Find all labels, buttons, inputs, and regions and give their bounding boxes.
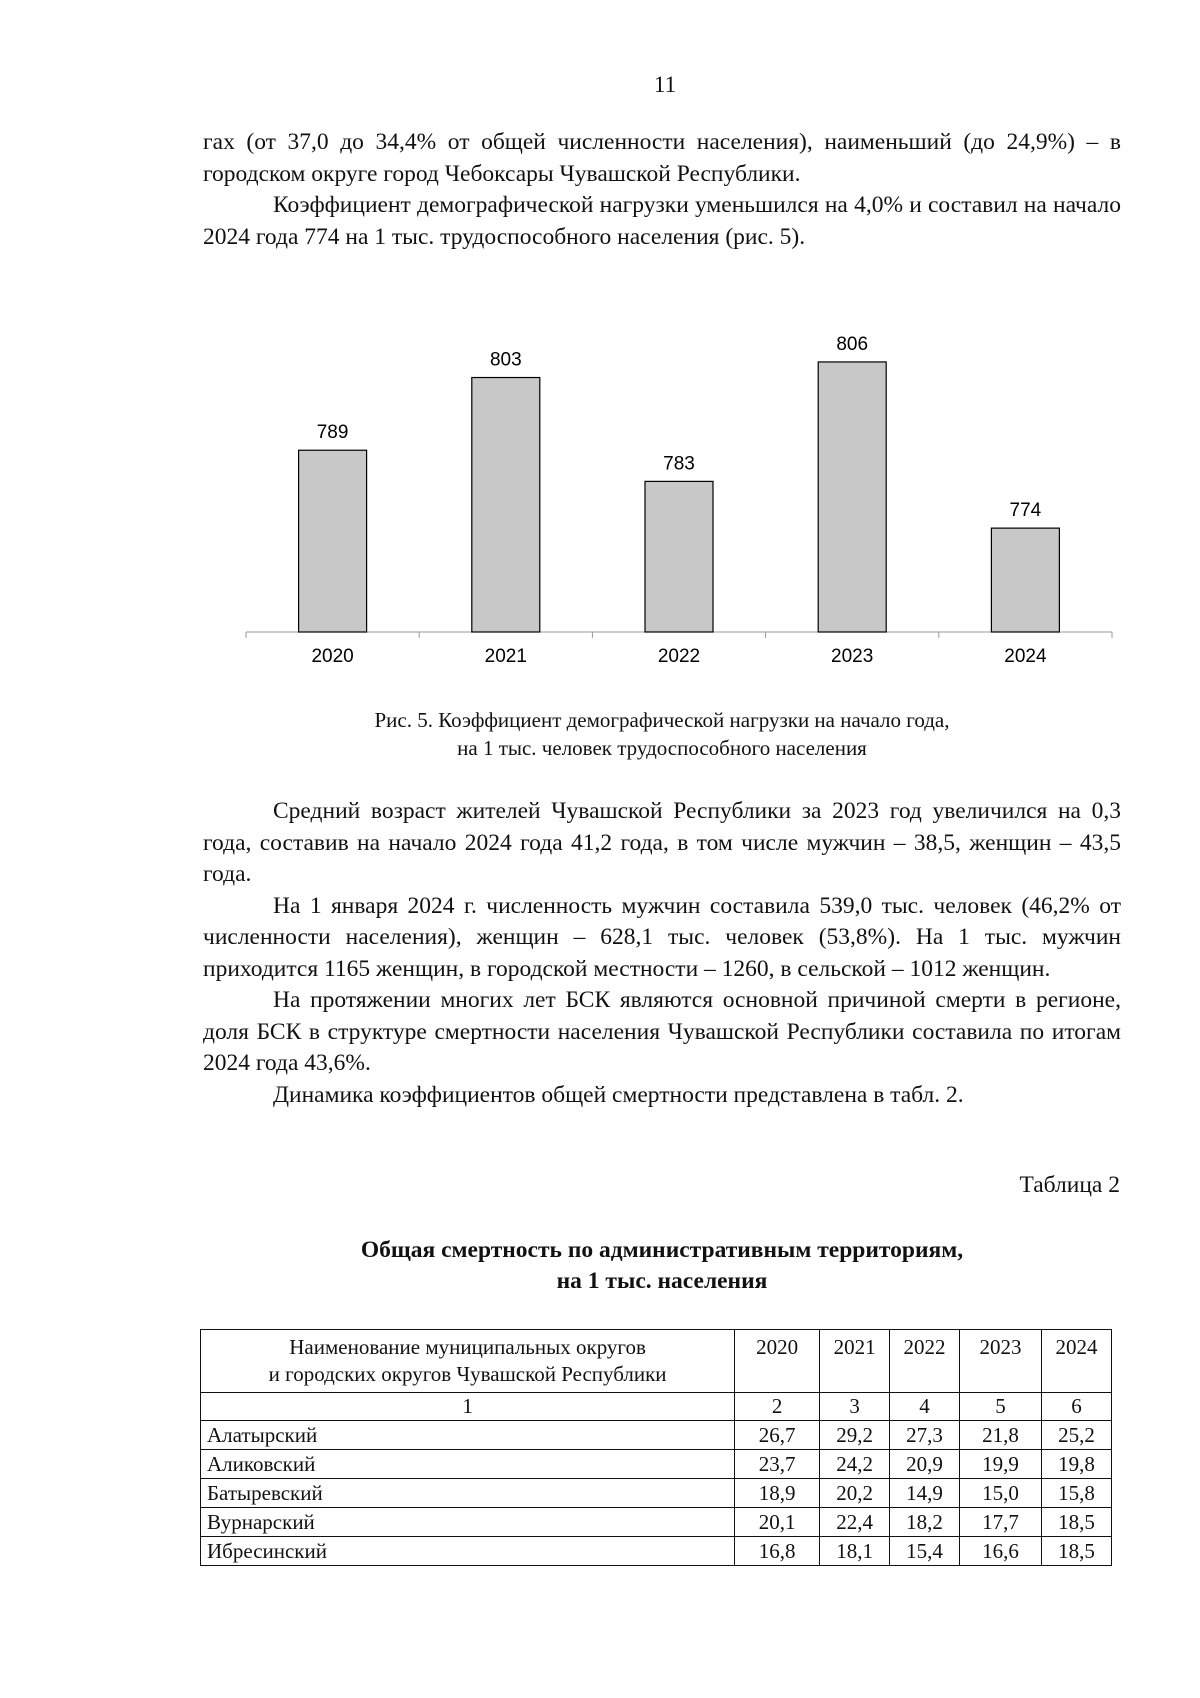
territory-name: Батыревский [201,1479,735,1508]
bar-2023 [818,362,886,632]
table-title-line-1: Общая смертность по административным территориям, [360,1237,964,1263]
body-paragraph-4: Динамика коэффициентов общей смертности представлена в табл. 2. [273,1081,964,1108]
table-header-row [201,1330,1112,1393]
table-title [203,1235,1121,1297]
header-name-line-1: Наименование муниципальных округов [289,1335,646,1359]
territory-name: Вурнарский [201,1508,735,1537]
table-cell: 18,9 [735,1479,820,1508]
table-cell: 22,4 [820,1508,890,1537]
data-label-2022: 783 [663,453,695,475]
data-label-2023: 806 [836,333,869,355]
data-label-2024: 774 [1009,500,1042,522]
tick-label-2022: 2022 [657,646,701,667]
tick-label-2021: 2021 [484,646,527,667]
page-number: 11 [653,72,677,97]
tick-label-2023: 2023 [831,646,874,667]
mortality-table [200,1329,1112,1566]
bar-chart-svg [230,310,1130,700]
header-year-2021: 2021 [820,1330,890,1393]
table-label: Таблица 2 [1019,1172,1120,1198]
column-number: 1 [201,1393,735,1421]
table-cell: 18,5 [1041,1537,1111,1566]
table-row [201,1479,1112,1508]
table-cell: 27,3 [890,1421,960,1450]
body-paragraph-2: На 1 января 2024 г. численность мужчин составила 539,0 тыс. человек (46,2% от численности населения), женщин – 628,1 тыс. человек (53,8%). На 1 тыс. мужчин приходится 1165 женщин, в городской местности – 1260, в сельской – 1012 женщин. [203,892,1121,982]
table-cell: 24,2 [820,1450,890,1479]
header-name-cell [201,1330,735,1393]
column-number: 6 [1041,1393,1111,1421]
table-cell: 29,2 [820,1421,890,1450]
territory-name: Алатырский [201,1421,735,1450]
dependency-ratio-chart [230,310,1130,700]
table-cell: 14,9 [890,1479,960,1508]
bar-2020 [299,450,367,632]
territory-name: Аликовский [201,1450,735,1479]
table-cell: 15,8 [1041,1479,1111,1508]
tick-label-2024: 2024 [1004,646,1047,667]
table-row [201,1508,1112,1537]
table-cell: 18,1 [820,1537,890,1566]
bar-2024 [991,528,1059,632]
table-cell: 16,6 [960,1537,1042,1566]
table-cell: 18,2 [890,1508,960,1537]
header-year-2024: 2024 [1041,1330,1111,1393]
figure-caption [203,706,1121,762]
body-text [203,796,1121,1111]
column-number-row [201,1393,1112,1421]
body-paragraph-3: На протяжении многих лет БСК являются основной причиной смерти в регионе, доля БСК в структуре смертности населения Чувашской Республики составила по итогам 2024 года 43,6%. [203,987,1121,1076]
table-cell: 19,9 [960,1450,1042,1479]
table-cell: 16,8 [735,1537,820,1566]
table-cell: 26,7 [735,1421,820,1450]
table-row [201,1537,1112,1566]
column-number: 2 [735,1393,820,1421]
table-cell: 15,0 [960,1479,1042,1508]
territory-name: Ибресинский [201,1537,735,1566]
caption-line-2: на 1 тыс. человек трудоспособного населения [457,736,867,760]
table-row [201,1450,1112,1479]
table-title-line-2: на 1 тыс. населения [556,1268,768,1294]
bar-2022 [645,481,713,632]
table-cell: 15,4 [890,1537,960,1566]
data-label-2020: 789 [316,422,349,444]
body-paragraph-1: Средний возраст жителей Чувашской Республики за 2023 год увеличился на 0,3 года, составив на начало 2024 года 41,2 года, в том числе мужчин – 38,5, женщин – 43,5 года. [203,798,1121,887]
intro-text [203,127,1121,253]
table-cell: 21,8 [960,1421,1042,1450]
table-cell: 17,7 [960,1508,1042,1537]
column-number: 3 [820,1393,890,1421]
header-year-2023: 2023 [960,1330,1042,1393]
table-cell: 23,7 [735,1450,820,1479]
column-number: 4 [890,1393,960,1421]
caption-line-1: Рис. 5. Коэффициент демографической нагрузки на начало года, [374,708,950,732]
table-cell: 20,1 [735,1508,820,1537]
header-year-2022: 2022 [890,1330,960,1393]
tick-label-2020: 2020 [311,646,354,667]
table-cell: 25,2 [1041,1421,1111,1450]
table-cell: 18,5 [1041,1508,1111,1537]
intro-paragraph-2: Коэффициент демографической нагрузки уменьшился на 4,0% и составил на начало 2024 года 774 на 1 тыс. трудоспособного населения (рис. 5). [203,192,1121,250]
bar-2021 [472,378,540,632]
data-label-2021: 803 [489,349,522,371]
table-cell: 20,9 [890,1450,960,1479]
table-cell: 20,2 [820,1479,890,1508]
table-cell: 19,8 [1041,1450,1111,1479]
column-number: 5 [960,1393,1042,1421]
header-name-line-2: и городских округов Чувашской Республики [268,1362,667,1386]
table-row [201,1421,1112,1450]
header-year-2020: 2020 [735,1330,820,1393]
intro-paragraph-1: гах (от 37,0 до 34,4% от общей численности населения), наименьший (до 24,9%) – в городском округе город Чебоксары Чувашской Республики. [203,129,1121,187]
